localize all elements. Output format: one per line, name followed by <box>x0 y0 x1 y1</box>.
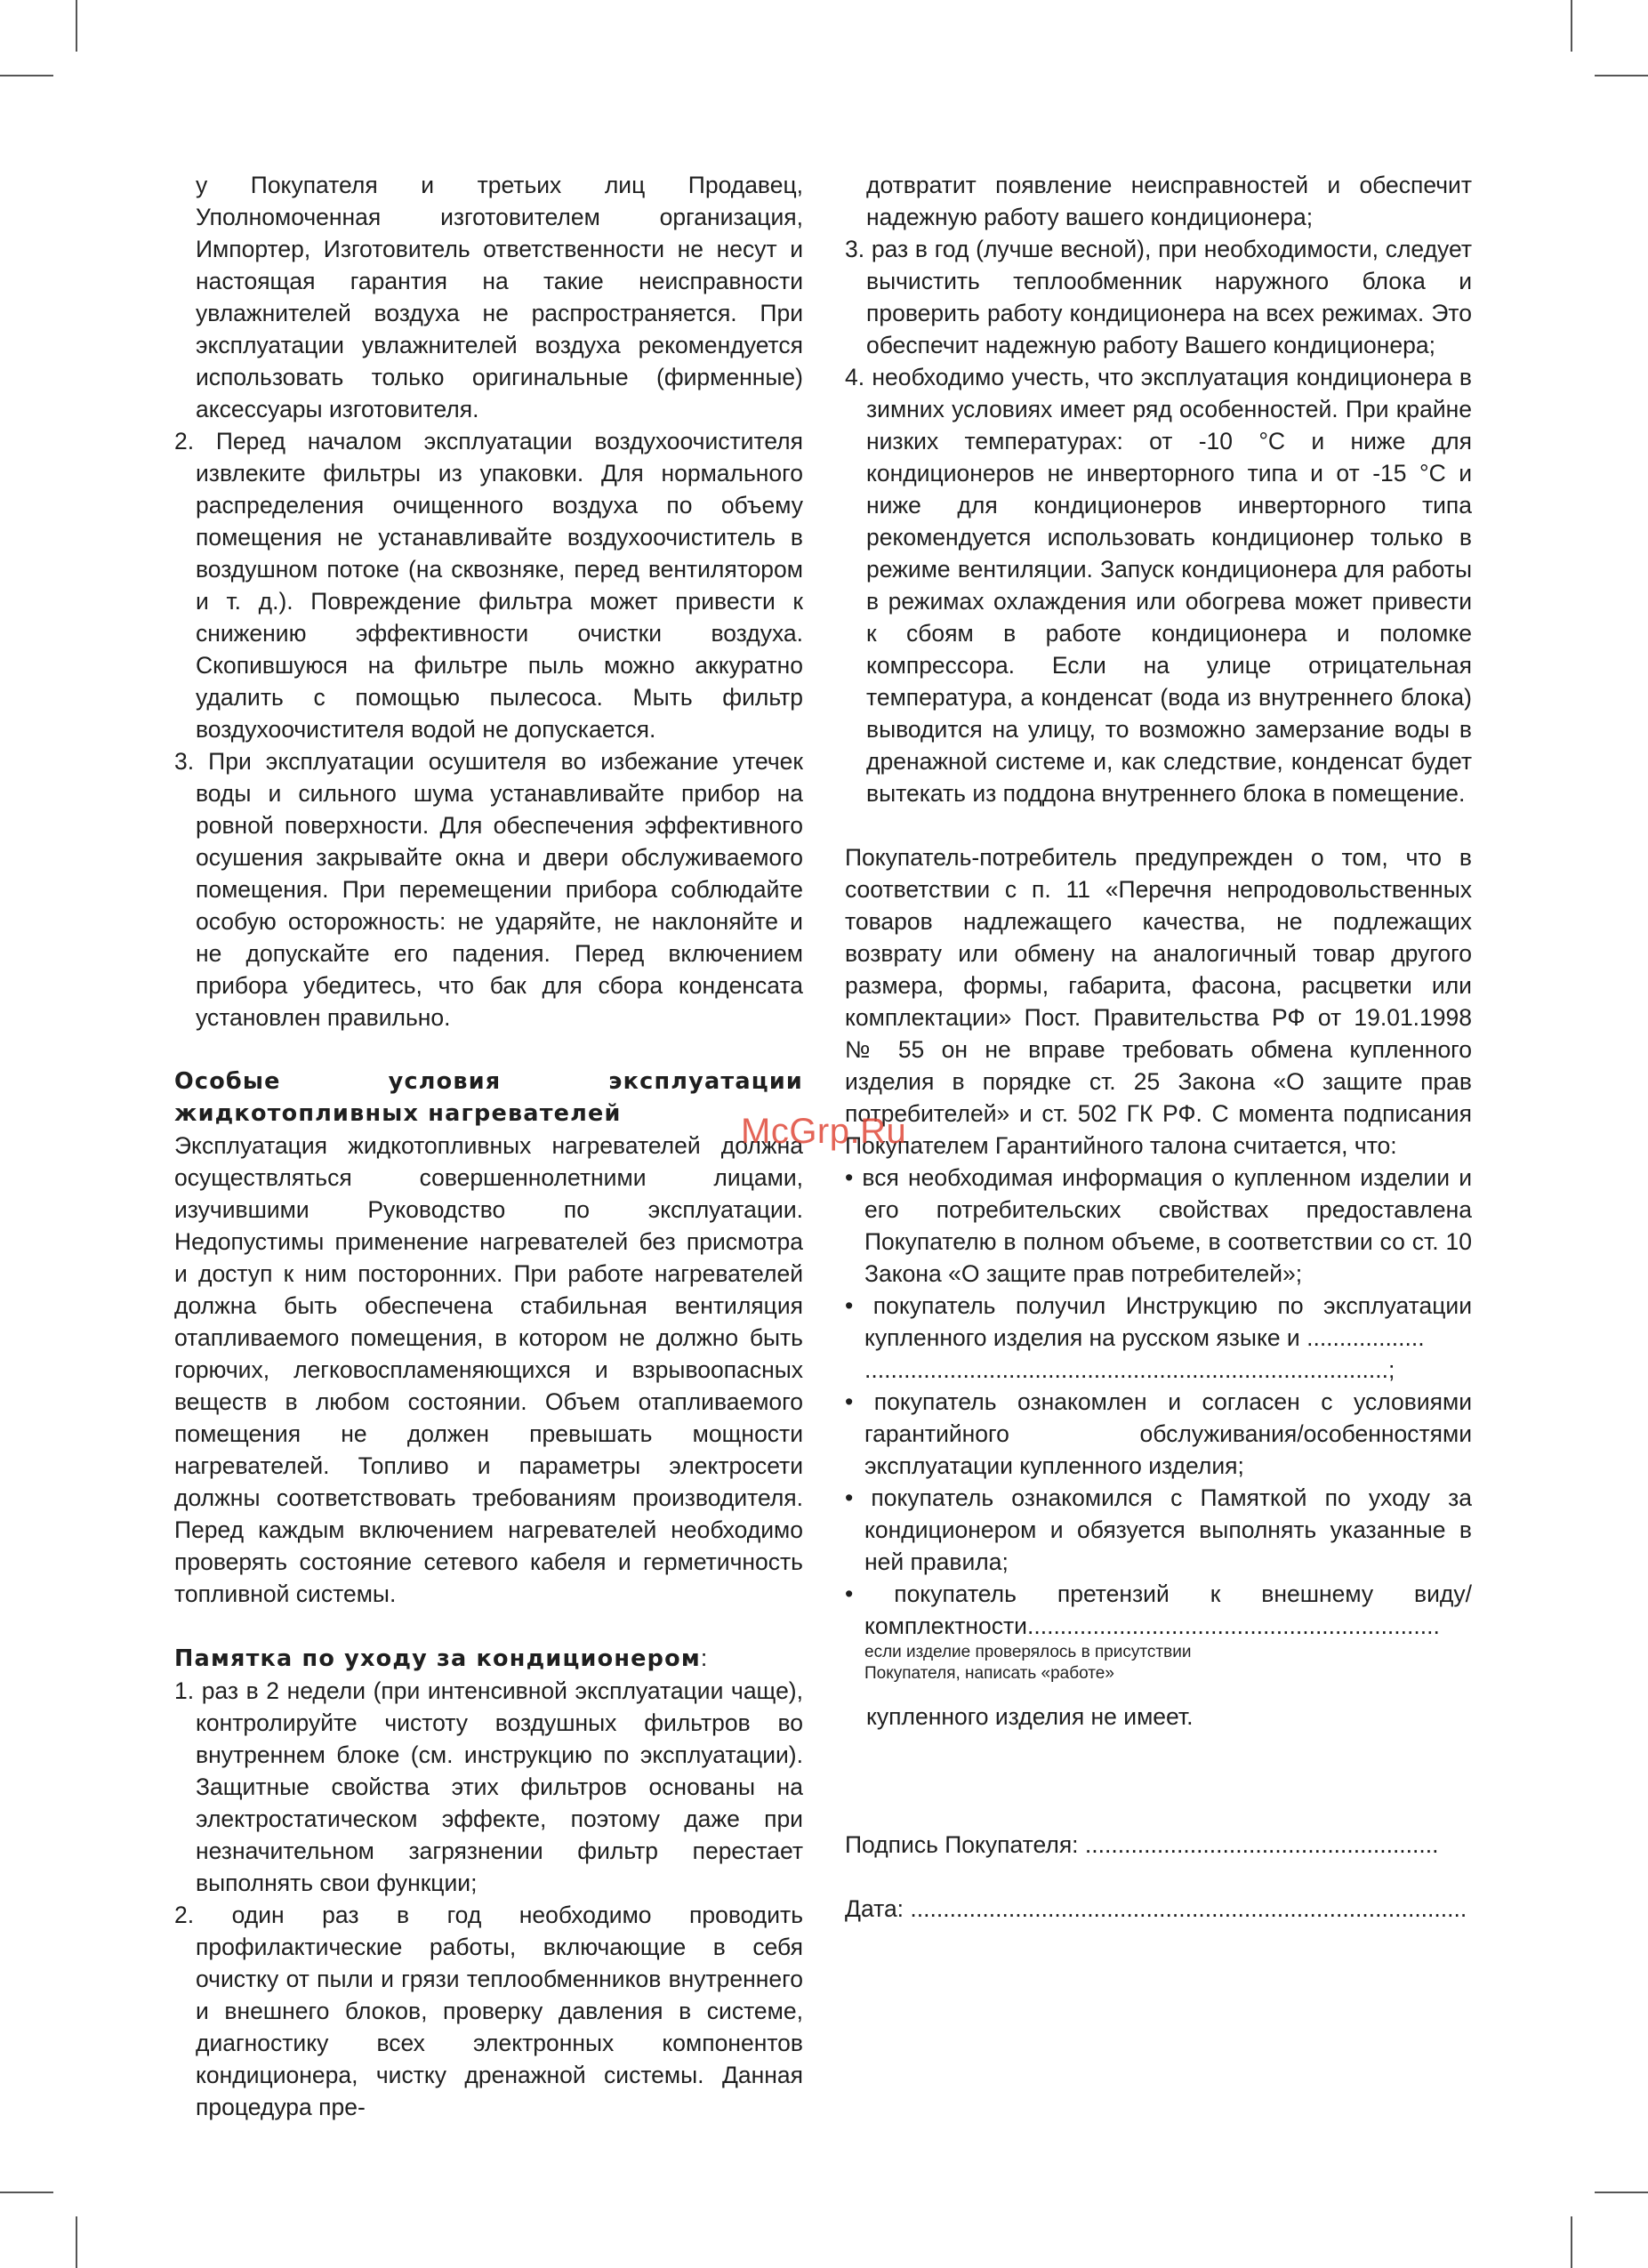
signature-line: Подпись Покупателя: ...................................................... <box>845 1831 1439 1858</box>
crop-mark-bottom-right-h <box>1595 2192 1648 2193</box>
bullet-care-memo: • покупатель ознакомился с Памяткой по уходу за кондиционером и обязуется выполнять указанные в ней правила; <box>845 1484 1472 1575</box>
crop-mark-top-left-h <box>0 75 53 76</box>
bullet-no-claims-end: купленного изделия не имеет. <box>866 1703 1194 1730</box>
footnote-line-2: Покупателя, написать «работе» <box>864 1664 1114 1683</box>
paragraph-consumer-notice: Покупатель-потребитель предупрежден о том, что в соответствии с п. 11 «Перечня непродовольственных товаров надлежащего качества, не подлежащих возврату или обмену на аналогичный товар другого размера, формы, габарита, фасона, расцветки или комплектации» Пост. Правительства РФ от 19.01.1998 № 55 он не вправе требовать обмена купленного изделия в порядке ст. 25 Закона «О защите прав потребителей» и ст. 502 ГК РФ. С момента подписания Покупателем Гарантийного талона считается, что: <box>845 844 1472 1159</box>
footnote-line-1: если изделие проверялось в присутствии <box>864 1643 1192 1661</box>
heading-ac-care: Памятка по уходу за кондиционером <box>174 1645 701 1672</box>
left-column <box>174 169 803 2123</box>
bullet-warranty-terms: • покупатель ознакомлен и согласен с условиями гарантийного обслуживания/особенностями эксплуатации купленного изделия; <box>845 1388 1472 1479</box>
heading-ac-care-line <box>174 1642 803 1675</box>
watermark: McGrp.Ru <box>741 1112 907 1151</box>
list-item-care-2: 2. один раз в год необходимо проводить профилактические работы, включающие в себя очистку от пыли и грязи теплообменников внутреннего и внешнего блоков, проверку давления в системе, диагностику всех электронных компонентов кондиционера, чистку дренажной системы. Данная процедура пре- <box>174 1902 803 2120</box>
spacer <box>845 1861 1472 1893</box>
list-item-care-4: 4. необходимо учесть, что эксплуатация кондиционера в зимних условиях имеет ряд особенностей. При крайне низких температурах: от -10 °С и ниже для кондиционеров не инверторного типа и от -15 °С и ниже для кондиционеров инверторного типа рекомендуется использовать кондиционер только в режиме вентиляции. Запуск кондиционера для работы в режимах охлаждения или обогрева может привести к сбоям в работе кондиционера и поломке компрессора. Если на улице отрицательная температура, а конденсат (вода из внутреннего блока) выводится на улицу, то возможно замерзание воды в дренажной системе и, как следствие, конденсат будет вытекать из поддона внутреннего блока в помещение. <box>845 364 1472 807</box>
list-item-care-3: 3. раз в год (лучше весной), при необходимости, следует вычистить теплообменник наружного блока и проверить работу кондиционера на всех режимах. Это обеспечит надежную работу Вашего кондиционера; <box>845 236 1472 358</box>
spacer <box>845 1733 1472 1829</box>
paragraph-humidifier-warranty: у Покупателя и третьих лиц Продавец, Уполномоченная изготовителем организация, Импортер, Изготовитель ответственности не несут и настоящая гарантия на такие неисправности увлажнителей воздуха не распространяется. При эксплуатации увлажнителей воздуха рекомендуется использовать только оригинальные (фирменные) аксессуары изготовителя. <box>196 172 803 422</box>
crop-mark-bottom-left-v <box>76 2216 77 2268</box>
bullet-no-claims: • покупатель претензий к внешнему виду/комплектности............................................................... <box>845 1580 1472 1639</box>
crop-mark-bottom-left-h <box>0 2192 53 2193</box>
list-item-care-1: 1. раз в 2 недели (при интенсивной эксплуатации чаще), контролируйте чистоту воздушных фильтров во внутреннем блоке (см. инструкцию по эксплуатации). Защитные свойства этих фильтров основаны на электростатическом эффекте, поэтому даже при незначительном загрязнении фильтр перестает выполнять свои функции; <box>174 1677 803 1896</box>
crop-mark-top-right-h <box>1595 75 1648 76</box>
spacer <box>174 1033 803 1066</box>
spacer <box>174 1610 803 1642</box>
heading-liquid-fuel-heaters: Особые условия эксплуатации жидкотопливных нагревателей <box>174 1068 803 1127</box>
bullet-instruction-dots: ................................................................................; <box>864 1356 1395 1383</box>
bullet-instruction <box>845 1290 1472 1386</box>
spacer <box>845 1685 1472 1701</box>
list-item-dehumidifier: 3. При эксплуатации осушителя во избежание утечек воды и сильного шума устанавливайте прибор на ровной поверхности. Для обеспечения эффективного осушения закрывайте окна и двери обслуживаемого помещения. При перемещении прибора соблюдайте особую осторожность: не ударяйте, не наклоняйте и не допускайте его падения. Перед включением прибора убедитесь, что бак для сбора конденсата установлен правильно. <box>174 748 803 1031</box>
crop-mark-bottom-right-v <box>1571 2216 1572 2268</box>
bullet-instruction-text: • покупатель получил Инструкцию по эксплуатации купленного изделия на русском языке и .................. <box>845 1292 1472 1351</box>
right-column <box>845 169 1472 1925</box>
crop-mark-top-right-v <box>1571 0 1572 52</box>
heading-ac-care-colon: : <box>700 1645 708 1671</box>
list-item-air-purifier: 2. Перед началом эксплуатации воздухоочистителя извлеките фильтры из упаковки. Для нормального распределения очищенного воздуха по объему помещения не устанавливайте воздухоочиститель в воздушном потоке (на сквозняке, перед вентилятором и т. д.). Повреждение фильтра может привести к снижению эффективности очистки воздуха. Скопившуюся на фильтре пыль можно аккуратно удалить с помощью пылесоса. Мыть фильтр воздухоочистителя водой не допускается. <box>174 428 803 743</box>
paragraph-liquid-fuel-heaters: Эксплуатация жидкотопливных нагревателей должна осуществляться совершеннолетними лицами, изучившими Руководство по эксплуатации. Недопустимы применение нагревателей без присмотра и доступ к ним посторонних. При работе нагревателей должна быть обеспечена стабильная вентиляция отапливаемого помещения, в котором не должно быть горючих, легковоспламеняющихся и взрывоопасных веществ в любом состоянии. Объем отапливаемого помещения не должен превышать мощности нагревателей. Топливо и параметры электросети должны соответствовать требованиям производителя. Перед каждым включением нагревателей необходимо проверять состояние сетевого кабеля и герметичность топливной системы. <box>174 1132 803 1607</box>
spacer <box>845 809 1472 841</box>
list-item-care-2-continued: дотвратит появление неисправностей и обеспечит надежную работу вашего кондиционера; <box>866 172 1472 230</box>
bullet-information: • вся необходимая информация о купленном изделии и его потребительских свойствах предоставлена Покупателю в полном объеме, в соответствии со ст. 10 Закона «О защите прав потребителей»; <box>845 1164 1472 1287</box>
date-line: Дата: ..................................................................................... <box>845 1895 1467 1922</box>
crop-mark-top-left-v <box>76 0 77 52</box>
